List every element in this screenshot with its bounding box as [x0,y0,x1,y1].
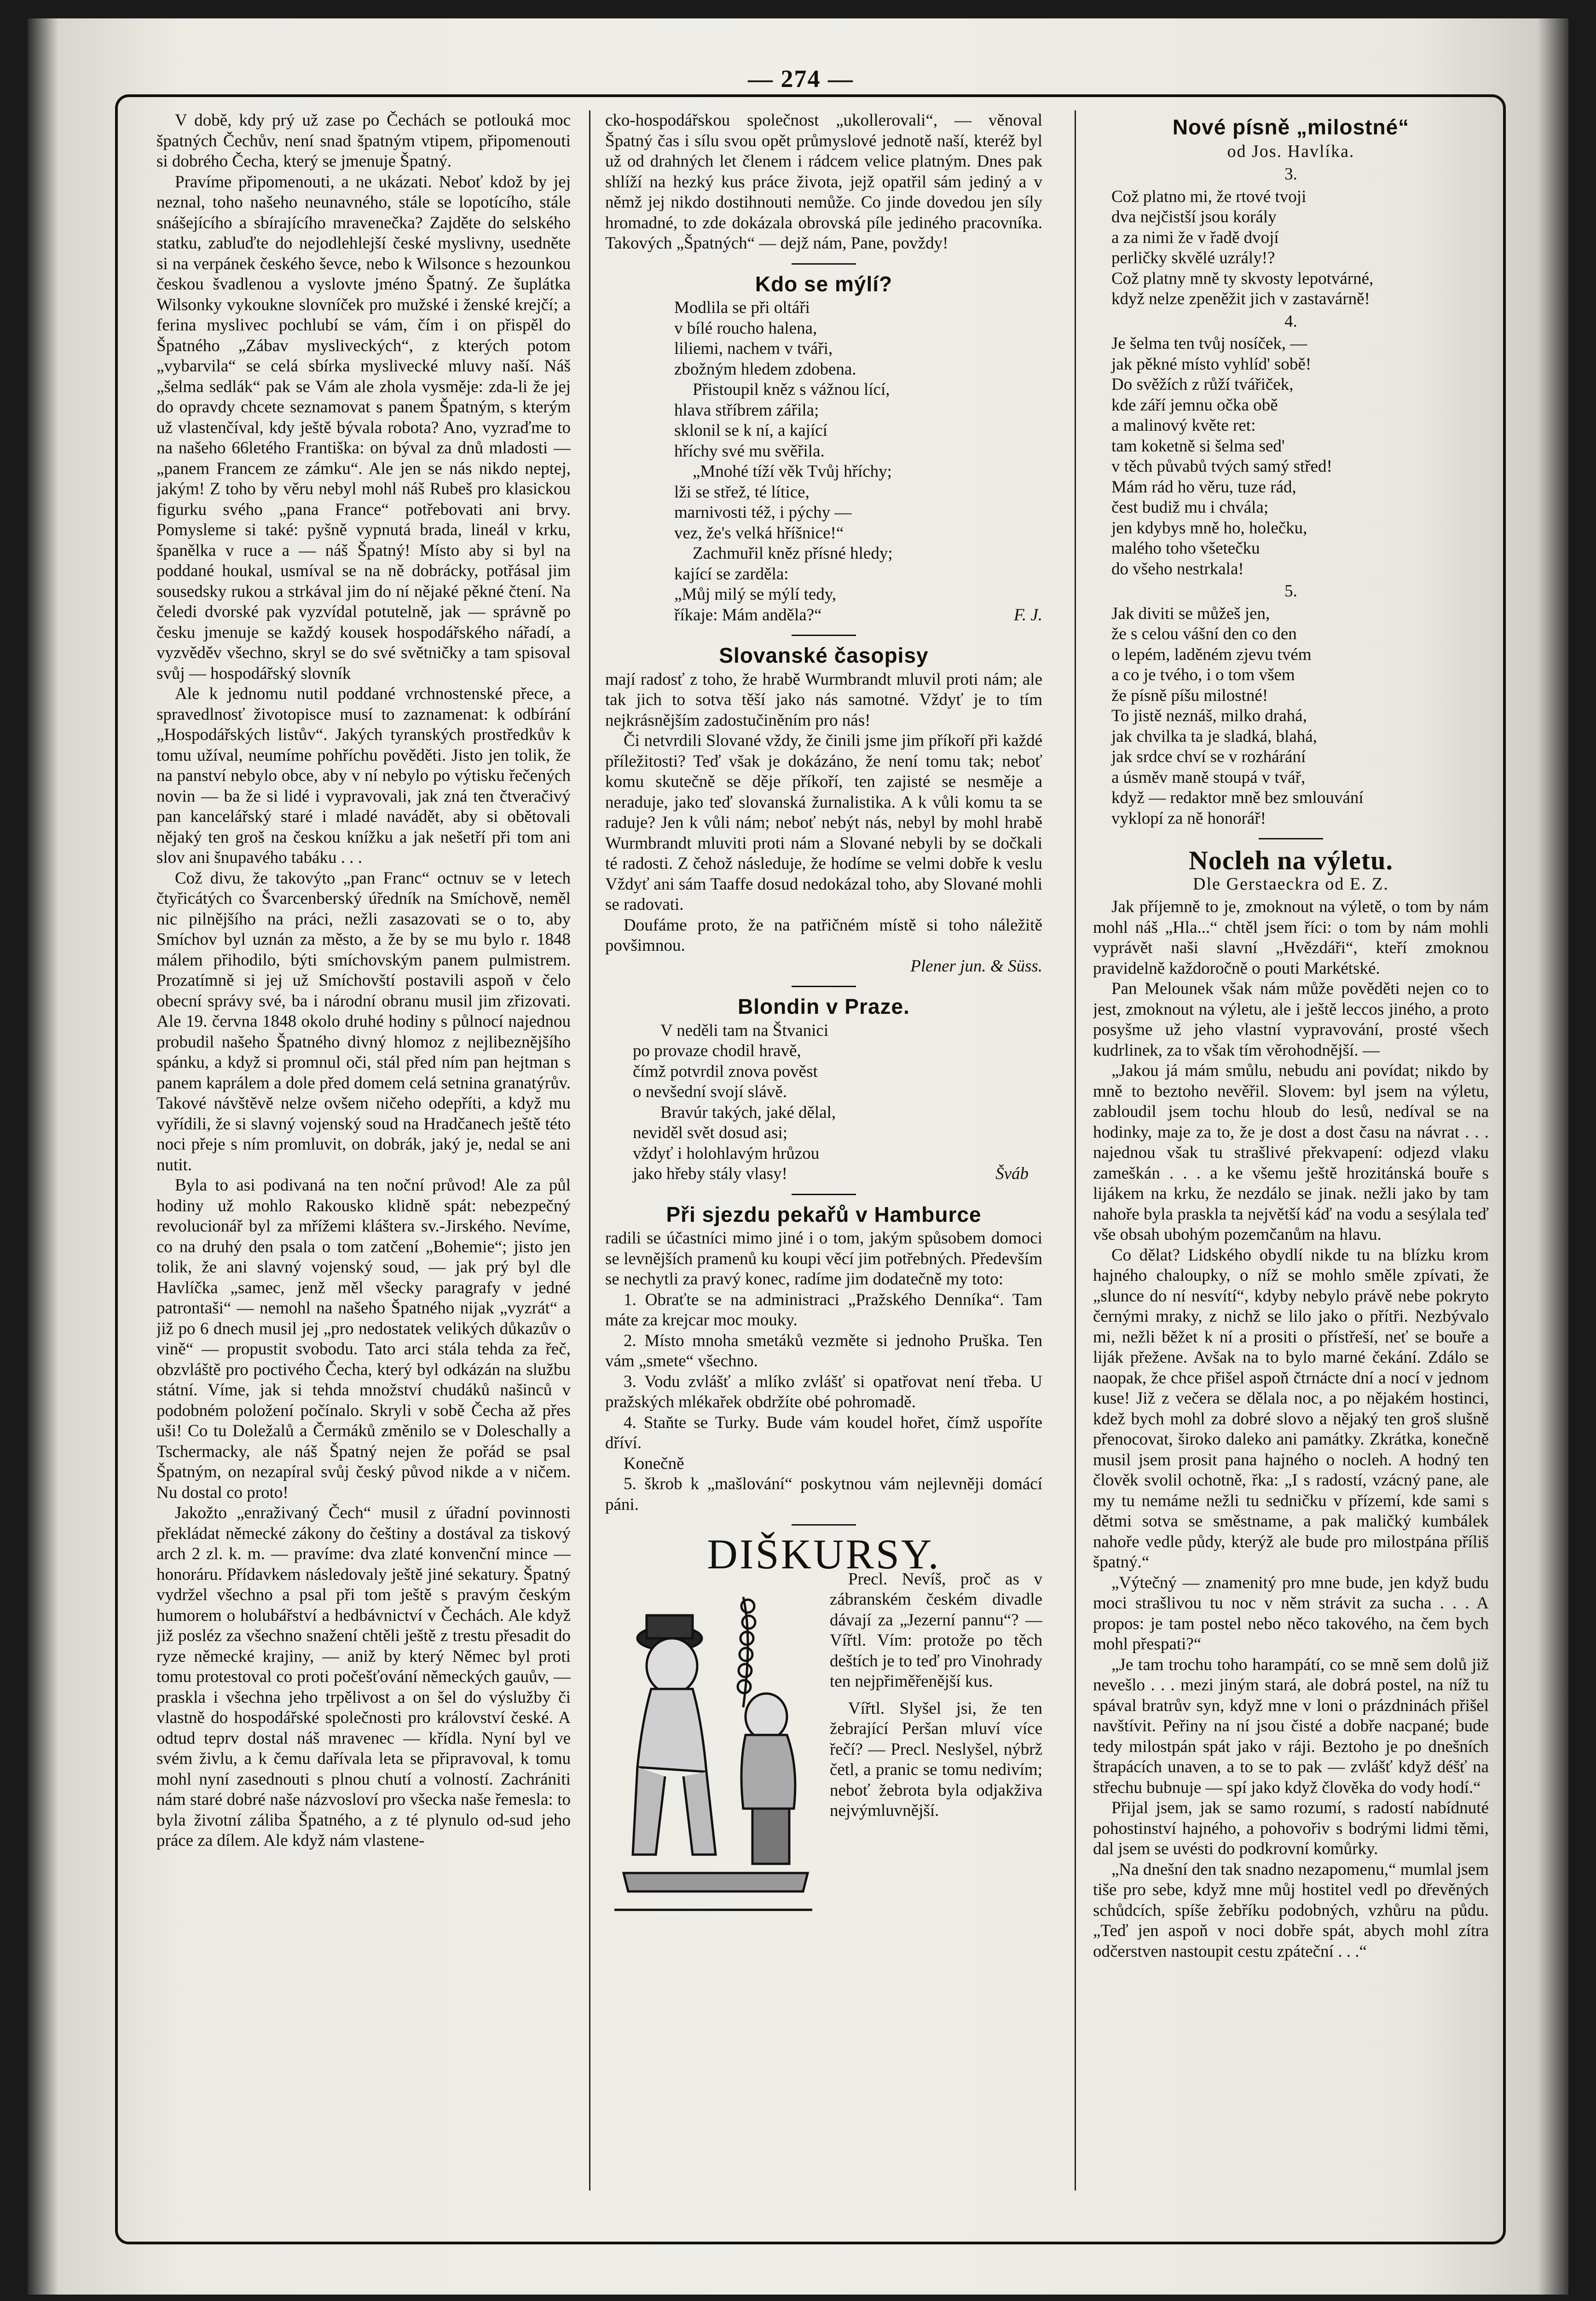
poem-line: dva nejčistší jsou korály [1111,208,1277,226]
poem-line: Bravúr takých, jaké dělal, [660,1103,836,1122]
poem-line: když — redaktor mně bez smlouvání [1111,788,1364,807]
poem-line: lži se střež, té lítice, [674,482,810,502]
list-item: 2. Místo mnoha smetáků vezměte si jednoho Pruška. Ten vám „smete“ všechno. [605,1331,1042,1370]
paragraph: V době, kdy prý už zase po Čechách se potlouká moc špatných Čechův, není snad špatným vtipem, připomenouti si dobrého Čecha, který se jmenuje Špatný. [156,111,571,171]
poem-line: vez, že's velká hříšnice!“ [674,523,844,543]
poem-line: Což platno mi, že rtové tvoji [1111,187,1307,206]
poem-line: že s celou vášní den co den [1111,624,1297,643]
poem-line: Do svěžích z růží tvářiček, [1111,375,1294,394]
divider [792,1524,856,1526]
poem-line: a úsměv maně stoupá v tvář, [1111,768,1306,787]
author-signature: F. J. [1013,605,1042,624]
poem-line: tam koketně si šelma sed' [1111,436,1285,456]
poem-line: vždyť i holohlavým hrůzou [633,1144,820,1163]
poem-line: malého toho všetečku [1111,539,1260,558]
diskursy-text [830,1569,1042,1919]
poem-line: hříchy své mu svěřila. [674,441,825,461]
poem-line: když nelze zpeněžit jich v zastavárně! [1111,289,1370,308]
column-1 [156,110,571,2191]
poem-line: kde září jemnu očka obě [1111,395,1278,415]
divider [792,986,856,987]
article-title: Nocleh na výletu. [1189,845,1393,875]
column-rule-left [589,110,590,2191]
poem [605,298,1042,625]
poem-line: perličky skvělé uzrály!? [1111,249,1275,267]
dialogue: Vířtl. Slyšel jsi, že ten žebrající Peršan mluví více řečí? — Precl. Neslyšel, nýbrž četl, a pranic se tomu nedivím; neboť žebrota byla odjakživa nejvýmluvnější. [830,1699,1042,1820]
paragraph: „Je tam trochu toho harampátí, co se mně sem dolů již nevešlo . . . mezi jiným stará, ale dobrá postel, na níž tu spával bratrův syn, když mne v loni o prázdninách přišel navštívit. Peřiny na ní jsou čisté a dobře nacpané; bude tedy milostpán spát jako v ráji. Beztoho je po dnešních štrapácích unaven, a to se to pak — zvlášť když déšť na střechu bubnuje — spí jako když člověka do vody hodí.“ [1093,1655,1489,1797]
poem-line: Je šelma ten tvůj nosíček, — [1111,334,1307,353]
poem-line: čest budiž mu i chvála; [1111,498,1269,517]
paragraph: Pan Melounek však nám může pověděti nejen co to jest, zmoknout na výletu, ale i ještě leccos jiného, a proto posyšme už jeho vlastní vypravování, prosté všech kudrlinek, za to však tím věrohodnější. — [1093,979,1489,1060]
paragraph: cko-hospodářskou společnost „ukollerovali“, — věnoval Špatný čas i sílu svou opět průmyslové jednotě naší, kteréž byl už od drahných let členem i rádcem velice platným. Dnes pak shlíží na hezký kus práce života, jejž opatřil sám jediný a v němž jej nikdo dostihnouti nemůže. Co jinde dovedou jen síly hromadné, to zde dokázala obrovská píle jediného pracovníka. Takových „Špatných“ — dejž nám, Pane, povždy! [605,111,1042,253]
column-2 [605,110,1042,2191]
poem [605,1021,1042,1185]
paragraph: Doufáme proto, že na patřičném místě si toho náležitě povšimnou. [605,915,1042,955]
article-title: Při sjezdu pekařů v Hamburce [666,1202,982,1226]
article-title: Slovanské časopisy [719,643,929,667]
paragraph: Což divu, že takovýto „pan Franc“ octnuv se v letech čtyřicátých co Švarcenberský úředník na Smíchově, neměl nic pilnějšího na práci, nežli zasazovati se o to, aby Smíchov byl uznán za město, a že by se mu bylo r. 1848 málem přihodilo, býti smíchovským panem pulmistrem. Prozatímně si jej už Smíchovští postavili aspoň v čelo obecní správy své, ba i národní obranu musil jim zřizovati. Ale 19. června 1848 okolo druhé hodiny s půlnocí najednou probudil našeho Špatného divný hlomoz z nejlibeznějšího spánku, a když si promnul oči, stál před ním pan hejtman s panem kaprálem a dole před domem celá setnina granatýrův. Takové návštěvě nelze ovšem ničeho odepříti, a když mu vyřídili, že si slavný vojenský soud na Hradčanech ještě této noci přeje s ním promluvit, on dobrák, jaký je, nedal se ani nutit. [156,868,571,1174]
paragraph: „Na dnešní den tak snadno nezapomenu,“ mumlal jsem tiše pro sebe, když mne můj hostitel vedl po dřevěných schůdcích, spíše žebříku podobných, vzhůru na půdu. „Teď jen aspoň v noci dobře spát, abych mohl zítra odčerstven nastoupit cestu zpáteční . . .“ [1093,1860,1489,1961]
column-rule-right [1075,110,1076,2191]
poem-line: a co je tvého, i o tom všem [1111,665,1295,684]
poem-line: v bílé roucho halena, [674,318,817,338]
poem-line: zbožným hledem zdobena. [674,359,856,379]
poem-line: jako hřeby stály vlasy! [633,1164,787,1183]
poem-line: jak srdce chví se v rozhárání [1111,747,1306,766]
paragraph: „Výtečný — znamenitý pro mne bude, jen když budu moci strašlivou tu noc v něm strávit za sucha . . . A propos: je tam postel nebo něco takového, na čem bych mohl přespati?“ [1093,1573,1489,1653]
stanza-number: 3. [1284,165,1297,184]
paragraph: Co dělat? Lidského obydlí nikde tu na blízku krom hajného chaloupky, o níž se mohlo směle zpívati, že „slunce do ní nesvítí“, kdyby nebylo právě nebe pokryto černými mraky, z nichž se lilo jako o přítři. Nezbývalo mi, nežli běžet k ní a prositi o přístřeší, neť se bouře a liják přežene. Avšak na to bylo marné čekání. Zdálo se naopak, že chce přišel aspoň čtrnácte dní a nocí v jednom kuse! Již z večera se dělala noc, a po nějakém hostinci, kdež bych mohl za dobré slovo a nějaký ten groš slušně přenocovat, široko daleko ani památky. Zkrátka, konečně musil jsem prosit pana hajného o nocleh. A hodný ten člověk svolil ochotně, řka: „I s radostí, vzácný pane, ale my tu nemáme nežli tu sedničku v přízemí, kde sami s dětmi sotva se směstname, a pak maličký kumbálek nahoře vedle půdy, kterýž ale bude pro milostpána příliš špatný.“ [1093,1245,1489,1572]
author-signature: Šváb [995,1164,1029,1183]
poem-line: do všeho nestrkala! [1111,559,1244,578]
poem [1093,187,1489,310]
divider [792,635,856,636]
diskursy-block [605,1569,1042,1919]
author-signature [605,956,1042,977]
poem-line: jak chvilka ta je sladká, blahá, [1111,727,1317,746]
poem-line: „Mnohé tíží věk Tvůj hříchy; [693,462,892,481]
paragraph: Ale k jednomu nutil poddané vrchnostenské přece, a spravedlnosť životopisce musí to zaznamenat: k odbírání „Hospodářských listův“. Jakých tyranských prostředkův k tomu užíval, neumíme pohříchu pověděti. Jisto jen tolik, že na panství nebylo obce, aby v ní nebylo po výtisku řečených novin — ba že si lidé i vypravovali, jak zná ten čtveračivý pan kancelářský staré i mladé navádět, aby si obětovali nějaký ten groš na českou knížku a jak nešetří při tom ani slov ani šnupavého tabáku . . . [156,684,571,867]
dialogue: Precl. Nevíš, proč as v zábranském českém divadle dávají za „Jezerní pannu“? — Vířtl. Vím: protože po těch deštích je to teď pro Vinohrady ten nejpřiměřenější kus. [830,1569,1042,1691]
section-title: DIŠKURSY. [707,1531,941,1578]
poem [1093,334,1489,579]
poem-line: vyklopí za ně honorář! [1111,809,1266,828]
list-item: 4. Staňte se Turky. Bude vám koudel hořet, čímž uspoříte dříví. [605,1413,1042,1452]
poem-line: liliemi, nachem v tváři, [674,339,833,358]
poem [1093,604,1489,829]
poem-line: Což platny mně ty skvosty lepotvárné, [1111,269,1374,288]
list-item: Konečně [624,1454,684,1473]
paragraph: mají radosť z toho, že hrabě Wurmbrandt mluvil proti nám; ale tak jich to sotva těší jako nás samotné. Vždyť je to tím nejkrásnějším zadostučiněním pro nás! [605,670,1042,730]
divider [792,1194,856,1195]
poem-line: Modlila se při oltáři [674,298,810,317]
list-item: 3. Vodu zvlášť a mlíko zvlášť si opatřovat není třeba. U pražských mlékařek obdržíte obé pohromadě. [605,1372,1042,1411]
poem-line: po provaze chodil hravě, [633,1041,801,1060]
poem-line: v těch půvabů tvých samý střed! [1111,457,1332,476]
poem-line: jak pěkné místo vyhlíd' sobě! [1111,354,1312,374]
paragraph: „Jakou já mám smůlu, nebudu ani povídat; nikdo by mně to beztoho nevěřil. Slovem: byl jsem na výletu, zabloudil jsem tochu hloub do lesů, nedíval se na hodinky, maje za to, že je dost a dost času na návrat . . . najednou však tu strašlivé překvapení: odjezd vlaku zameškán . . . a ke všemu ještě hrozitánská bouře s lijákem na krku, že nezdálo se jinak. nežli jako by tam nahoře byla praskla ta největší káď na vodu a sesýlala teď vše obsah ubohým pozemčanům na hlavu. [1093,1061,1489,1244]
article-title: Blondin v Praze. [738,994,910,1018]
poem-line: Jak diviti se můžeš jen, [1111,604,1270,623]
stanza-number: 4. [1284,312,1297,331]
poem-line: že písně píšu milostné! [1111,686,1268,705]
poem-line: o lepém, laděném zjevu tvém [1111,645,1312,664]
cartoon-illustration [605,1569,821,1919]
paragraph: Jakožto „enraživaný Čech“ musil z úřadní povinnosti překládat německé zákony do češtiny a dostával za tiskový arch 2 zl. k. m. — pravíme: dva zlaté konvenční mince — honoráru. Přídavkem následovaly ještě jiné sekatury. Špatný vydržel všechno a psal při tom ještě s pravým českým humorem o holubářství a hedbávnictví v Čechách. Ale když již posléz za všechno snažení chtěli ještě z trestu přesadit do ryze německé krajiny, — aniž by který Němec byl proti tomu protestoval co proti počešťování německých gauův, — praskla i všechna jeho trpělivost a on šel do výslužby či vlastně do hospodářské společnosti pro království české. A odtud teprv dostal náš mravenec — křídla. Nyní byl ve svém živlu, a k čemu dařívala leta se připravoval, k tomu mohl nyní zasednouti s plnou chutí a volností. Zachrániti nám staré dobré naše názvosloví pro všecka naše řemesla: to byla životní záliba Špatného, a z té plynulo od-sud jeho práce za dílem. Ale když nám vlastene- [156,1503,571,1850]
poem-line: Zachmuřil kněz přísné hledy; [693,544,893,563]
list-item: 1. Obraťte se na administraci „Pražského Denníka“. Tam máte za krejcar moc mouky. [605,1290,1042,1330]
byline: od Jos. Havlíka. [1227,141,1355,161]
article-title: Nové písně „milostné“ [1172,115,1410,139]
poem-line: To jistě neznáš, milko drahá, [1111,706,1307,725]
poem-last-line [633,1164,1042,1185]
byline: Dle Gerstaeckra od E. Z. [1193,874,1389,894]
poem-line: říkaje: Mám anděla?“ [674,605,822,624]
poem-line: Mám rád ho věru, tuze rád, [1111,477,1296,497]
poem-line: marnivosti též, i pýchy — [674,503,852,522]
page-number: — 274 — [748,65,854,93]
poem-line: čímž potvrdil znova pověst [633,1062,818,1081]
article-title: Kdo se mýlí? [755,272,893,296]
column-3 [1093,110,1489,2191]
poem-line: Přistoupil kněz s vážnou lící, [693,380,890,399]
poem-line: V neděli tam na Štvanici [660,1021,829,1040]
poem-line: a malinový květe ret: [1111,416,1256,435]
poem-line: „Můj milý se mýlí tedy, [674,585,837,604]
poem-line: neviděl svět dosud asi; [633,1123,788,1142]
signature-text: Plener jun. & Süss. [910,956,1042,976]
paragraph: Přijal jsem, jak se samo rozumí, s radostí nabídnuté pohostinství hajného, a pohovořiv s bodrými lidmi těmi, dal jsem se uvésti do podkrovní komůrky. [1093,1798,1489,1858]
list-item: 5. škrob k „mašlování“ poskytnou vám nejlevněji domácí páni. [605,1474,1042,1514]
poem-line: sklonil se k ní, a kající [674,421,827,440]
poem-line: jen kdybys mně ho, holečku, [1111,518,1307,538]
poem-line: o nevšední svojí slávě. [633,1082,787,1101]
paragraph: Pravíme připomenouti, a ne ukázati. Neboť kdož by jej neznal, toho našeho neunavného, stále se lopotícího, stále snášejícího a sbírajícího mravenečka? Zajděte do selského statku, zabluďte do nejodlehlejší české myslivny, usedněte si na verpánek českého ševce, nebo k Wilsonce s hezounkou českou švadlenou a vyslovte jméno Špatný. Ze šuplátka Wilsonky vykoukne slovníček pro mužské i ženské krejčí; a ferina myslivec pochlubí se vám, čím i on přispěl do Špatného „Zábav mysliveckých“, z kterých potom „vybarvila“ se celá sbírka myslivecké mluvy naší. Náš „šelma sedlák“ pak se Vám ale zhola vysměje: zda-li že jej do opravdy chcete seznamovat s panem Špatným, s kterým už vlastenčíval, kdy ještě bývala robota? Ano, vyzraďme to na našeho 66letého Františka: on býval za dnů mladosti — „panem Francem ze zámku“. Ale jen se nás nikdo neptej, jakým! Z toho by věru nebyl mohl náš Rubeš pro klasickou figurku svého „pana France“ potřebovati ani brvy. Pomysleme si také: pyšně vypnutá brada, lineál v krku, španělka v ruce a — náš Špatný! Místo aby si byl na poddané houkal, usmíval se na ně dobrácky, potřásal jim sousedsky rukou a strkával jim do ní nějaké pěkné čtení. Na čeledi dvorské pak vyzvídal potutelně, jak — správně po česku jmenuje se každý kousek hospodářského nářadí, a vyzvěděv všechno, skryl se do své světničky a tam spisoval svůj — hospodářský slovník [156,172,571,683]
divider [792,263,856,265]
paragraph: Jak příjemně to je, zmoknout na výletě, o tom by nám mohl náš „Hla...“ chtěl jsem říci: o tom by nám mohli vyprávět naši slavní „Hvězdáři“, kteří zmoknou pravidelně každoročně o pouti Markétské. [1093,897,1489,978]
paragraph: Či netvrdili Slované vždy, že činili jsme jim příkoří při každé příležitosti? Teď však je dokázáno, že není tomu tak; neboť komu skutečně se děje příkoří, ten zajisté se nesměje a neraduje, jako teď slovanská žurnalistika. A k vůli komu ta se raduje? Jen k vůli nám; neboť nebýt nás, nebyl by mohl hrabě Wurmbrandt mluviti proti nám a Slované nebyli by se dočkali té radosti. Z čehož následuje, že hodíme se velmi dobře k veslu Vždyť ani sám Taaffe dosud nedokázal toho, aby Slované mohli se radovati. [605,731,1042,914]
divider [1259,838,1323,839]
poem-line: hlava stříbrem zářila; [674,400,819,420]
paragraph: Byla to asi podivaná na ten noční průvod! Ale za půl hodiny už mohlo Rakousko klidně spát: nebezpečný revolucionář byl za mřížemi kláštera sv.-Jirského. Nevíme, co na druhý den psala o tom zatčení „Bohemie“; jisto jen tolik, že ani slavný vojenský soud, — jak prý byl dle Havlíčka „samec, jenž měl všecky paragrafy v jedné patrontaši“ — nemohl na našeho Špatného nijak „vyzrát“ a již po 6 dnech musil jej „pro nedostatek velikých důkazův o vině“ — propustit svobodu. Tato arci stála tehda za řeč, obzvláště pro poctivého Čecha, který byl odkázán na službu státní. Víme, jak si tehda množství chudáků našinců v podobném položení počínalo. Skryli v sobě Čecha až přes uši! Co tu Doležalů a Čermáků změnilo se v Doleschally a Tschermacky, ale náš Špatný nejen že pořád se psal Špatným, on nezapíral svůj český původ nikde a v ničem. Nu dostal co proto! [156,1176,571,1502]
poem-line: a za nimi že v řadě dvojí [1111,228,1279,247]
paragraph: radili se účastníci mimo jiné i o tom, jakým spůsobem domoci se levnějších pramenů ku koupi věcí jim potřebných. Především se nechytli za pravý konec, radíme jim dodatečně my toto: [605,1229,1042,1289]
stanza-number: 5. [1284,582,1297,601]
poem-last-line [674,605,1042,626]
poem-line: kající se zarděla: [674,564,789,584]
